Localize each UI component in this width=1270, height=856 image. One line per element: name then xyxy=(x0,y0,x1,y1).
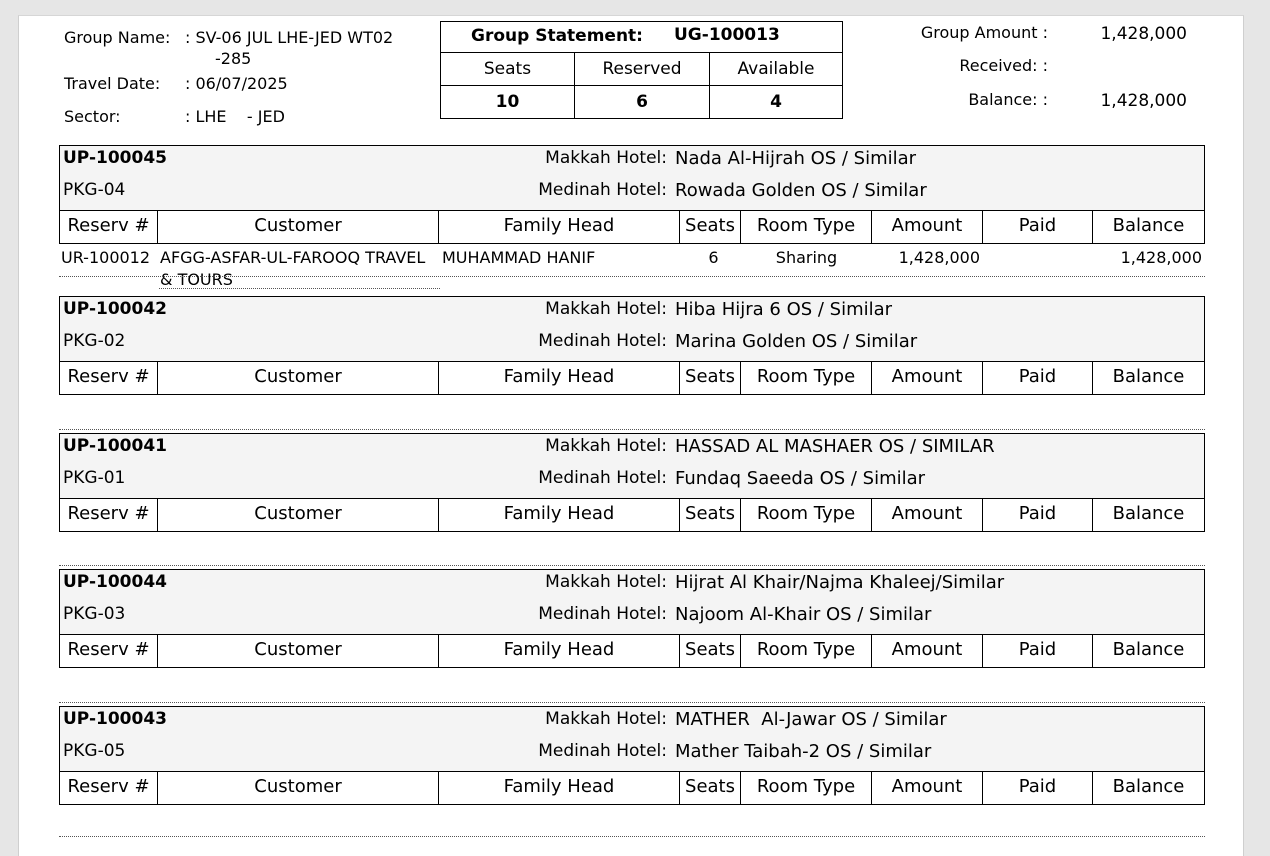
sector-value: : LHE - JED xyxy=(185,107,285,126)
package-code: UP-100041 xyxy=(63,436,167,456)
group-name-label: Group Name: xyxy=(64,28,171,47)
makkah-hotel-label: Makkah Hotel: xyxy=(545,709,667,729)
sector-label: Sector: xyxy=(64,107,121,126)
col-family-head: Family Head xyxy=(439,499,680,531)
statement-value-row xyxy=(441,86,842,119)
column-header-row xyxy=(59,361,1205,395)
divider xyxy=(59,276,1205,277)
column-header-row xyxy=(59,498,1205,532)
column-header-row xyxy=(59,771,1205,805)
col-family-head: Family Head xyxy=(439,362,680,394)
statement-title-row xyxy=(441,22,842,53)
col-amount: Amount xyxy=(872,362,983,394)
col-reserv: Reserv # xyxy=(60,362,158,394)
col-seats: Seats xyxy=(680,635,741,667)
col-paid: Paid xyxy=(983,362,1093,394)
makkah-hotel-value: HASSAD AL MASHAER OS / SIMILAR xyxy=(675,436,995,457)
seats-header: Seats xyxy=(441,53,575,85)
makkah-hotel-label: Makkah Hotel: xyxy=(545,299,667,319)
medinah-hotel-value: Rowada Golden OS / Similar xyxy=(675,180,927,201)
group-amount-label: Group Amount : xyxy=(920,23,1048,42)
package-code: UP-100042 xyxy=(63,299,167,319)
medinah-hotel-label: Medinah Hotel: xyxy=(538,741,667,761)
medinah-hotel-label: Medinah Hotel: xyxy=(538,604,667,624)
col-paid: Paid xyxy=(983,772,1093,804)
medinah-hotel-value: Najoom Al-Khair OS / Similar xyxy=(675,604,932,625)
col-reserv: Reserv # xyxy=(60,499,158,531)
available-header: Available xyxy=(737,59,815,79)
package-code: UP-100043 xyxy=(63,709,167,729)
col-reserv: Reserv # xyxy=(60,211,158,243)
row-customer: AFGG-ASFAR-UL-FAROOQ TRAVEL xyxy=(160,248,426,267)
group-statement-box xyxy=(440,21,843,119)
makkah-hotel-label: Makkah Hotel: xyxy=(545,436,667,456)
medinah-hotel-value: Fundaq Saeeda OS / Similar xyxy=(675,468,926,489)
divider xyxy=(59,836,1205,837)
package-block xyxy=(59,433,1205,532)
col-room-type: Room Type xyxy=(741,499,872,531)
package-block xyxy=(59,706,1205,805)
package-name: PKG-01 xyxy=(63,468,126,488)
package-block xyxy=(59,296,1205,395)
package-code: UP-100044 xyxy=(63,572,167,592)
col-balance: Balance xyxy=(1112,366,1185,387)
balance-value: 1,428,000 xyxy=(1100,91,1187,111)
col-seats: Seats xyxy=(680,499,741,531)
col-seats: Seats xyxy=(680,362,741,394)
col-customer: Customer xyxy=(158,211,439,243)
package-code: UP-100045 xyxy=(63,148,167,168)
medinah-hotel-label: Medinah Hotel: xyxy=(538,331,667,351)
col-amount: Amount xyxy=(872,772,983,804)
row-reserv: UR-100012 xyxy=(61,248,151,267)
reserved-value: 6 xyxy=(575,86,710,119)
medinah-hotel-value: Marina Golden OS / Similar xyxy=(675,331,918,352)
col-amount: Amount xyxy=(872,499,983,531)
group-amount-value: 1,428,000 xyxy=(1100,24,1187,44)
seats-value: 10 xyxy=(441,86,575,119)
package-header xyxy=(59,296,1205,361)
package-name: PKG-02 xyxy=(63,331,126,351)
medinah-hotel-label: Medinah Hotel: xyxy=(538,468,667,488)
statement-code: UG-100013 xyxy=(674,25,780,45)
col-customer: Customer xyxy=(158,362,439,394)
col-balance: Balance xyxy=(1112,776,1185,797)
reserved-header: Reserved xyxy=(575,53,710,85)
group-name-value-cont: -285 xyxy=(215,49,252,68)
col-customer: Customer xyxy=(158,635,439,667)
package-block xyxy=(59,145,1205,292)
package-header xyxy=(59,569,1205,634)
divider xyxy=(59,702,1205,703)
makkah-hotel-value: Hiba Hijra 6 OS / Similar xyxy=(675,299,893,320)
col-paid: Paid xyxy=(983,211,1093,243)
col-room-type: Room Type xyxy=(741,772,872,804)
col-reserv: Reserv # xyxy=(60,635,158,667)
col-family-head: Family Head xyxy=(439,772,680,804)
col-balance: Balance xyxy=(1112,503,1185,524)
row-seats: 6 xyxy=(708,248,719,267)
col-customer: Customer xyxy=(158,499,439,531)
package-header xyxy=(59,145,1205,210)
makkah-hotel-label: Makkah Hotel: xyxy=(545,572,667,592)
package-name: PKG-05 xyxy=(63,741,126,761)
package-header xyxy=(59,433,1205,498)
col-seats: Seats xyxy=(680,211,741,243)
col-amount: Amount xyxy=(872,211,983,243)
available-value: 4 xyxy=(770,92,782,112)
col-paid: Paid xyxy=(983,499,1093,531)
travel-date-label: Travel Date: xyxy=(64,74,161,93)
customer-underline xyxy=(159,288,440,289)
row-room-type: Sharing xyxy=(775,248,838,267)
col-balance: Balance xyxy=(1112,639,1185,660)
received-label: Received: : xyxy=(959,56,1048,75)
medinah-hotel-label: Medinah Hotel: xyxy=(538,180,667,200)
row-family-head: MUHAMMAD HANIF xyxy=(442,248,596,267)
row-amount: 1,428,000 xyxy=(898,248,980,267)
col-room-type: Room Type xyxy=(741,211,872,243)
col-family-head: Family Head xyxy=(439,635,680,667)
package-block xyxy=(59,569,1205,668)
package-name: PKG-04 xyxy=(63,180,126,200)
row-balance: 1,428,000 xyxy=(1120,248,1202,267)
col-paid: Paid xyxy=(983,635,1093,667)
column-header-row xyxy=(59,210,1205,244)
travel-date-value: : 06/07/2025 xyxy=(185,74,288,93)
makkah-hotel-value: MATHER Al-Jawar OS / Similar xyxy=(675,709,947,730)
col-seats: Seats xyxy=(680,772,741,804)
statement-title: Group Statement: xyxy=(471,26,643,46)
col-amount: Amount xyxy=(872,635,983,667)
column-header-row xyxy=(59,634,1205,668)
makkah-hotel-value: Nada Al-Hijrah OS / Similar xyxy=(675,148,917,169)
balance-label: Balance: : xyxy=(968,90,1048,109)
statement-header-row xyxy=(441,53,842,86)
makkah-hotel-value: Hijrat Al Khair/Najma Khaleej/Similar xyxy=(675,572,1005,593)
col-room-type: Room Type xyxy=(741,362,872,394)
row-customer-cont: & TOURS xyxy=(160,270,233,289)
medinah-hotel-value: Mather Taibah-2 OS / Similar xyxy=(675,741,932,762)
makkah-hotel-label: Makkah Hotel: xyxy=(545,148,667,168)
col-room-type: Room Type xyxy=(741,635,872,667)
col-family-head: Family Head xyxy=(439,211,680,243)
col-customer: Customer xyxy=(158,772,439,804)
divider xyxy=(59,429,1205,430)
package-name: PKG-03 xyxy=(63,604,126,624)
col-reserv: Reserv # xyxy=(60,772,158,804)
package-header xyxy=(59,706,1205,771)
group-name-value: : SV-06 JUL LHE-JED WT02 xyxy=(185,28,394,47)
table-row xyxy=(59,244,1205,292)
col-balance: Balance xyxy=(1112,215,1185,236)
divider xyxy=(59,565,1205,566)
